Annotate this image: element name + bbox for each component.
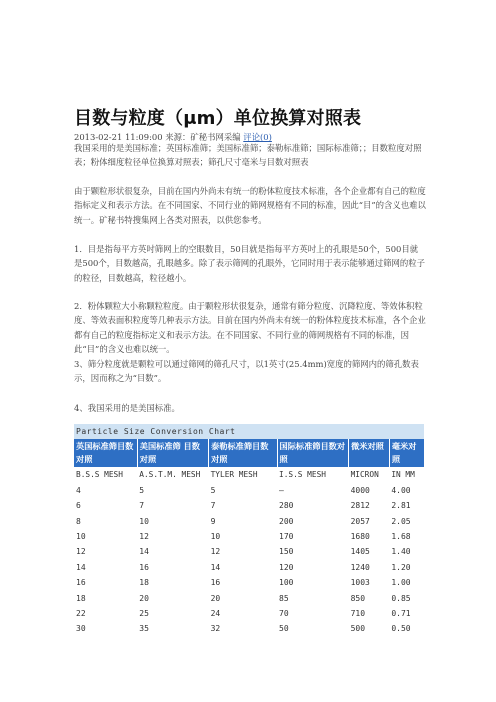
table-cell: 2.05 <box>391 516 411 526</box>
table-cell: 85 <box>279 593 289 603</box>
comment-link[interactable]: 评论(0) <box>243 132 272 142</box>
table-cell: 150 <box>279 547 294 557</box>
table-cell: 12 <box>139 532 149 542</box>
table-cell: 1.20 <box>391 562 411 572</box>
table-cell: 4 <box>76 485 81 495</box>
table-cell: 24 <box>210 609 221 619</box>
table-cell: 2812 <box>350 501 370 511</box>
table-cell: 1.68 <box>391 532 411 542</box>
paragraph-2: 2．粉体颗粒大小称颗粒粒度。由于颗粒形状很复杂，通常有筛分粒度、沉降粒度、等效体积粒度、等效表面积粒度等几种表示方法。目前在国内外尚未有统一的粉体粒度技术标准，各个企业都有自己的粒度指标定义和表示方法。在不同国家、不同行业的筛网规格有不同的标准，因此“目”的含义也难以统一。 <box>74 301 426 354</box>
table-cell: 5 <box>139 485 145 495</box>
table-cell: 14 <box>139 547 149 557</box>
table-cell: 1240 <box>350 562 370 572</box>
header-bss: 英国标准筛目数对照 <box>74 439 137 467</box>
page-title: 目数与粒度（μm）单位换算对照表 <box>74 108 362 129</box>
table-cell: 280 <box>279 501 294 511</box>
subheader-iss: I.S.S MESH <box>279 470 326 480</box>
table-cell: 32 <box>210 624 221 634</box>
table-cell: 10 <box>139 516 149 526</box>
table-cell: 12 <box>76 547 86 557</box>
table-row <box>74 575 424 590</box>
table-row <box>74 514 424 529</box>
subheader-bss: B.S.S MESH <box>76 470 123 480</box>
subheader-mm: IN MM <box>391 470 415 480</box>
paragraph-3: 3、筛分粒度就是颗粒可以通过筛网的筛孔尺寸，以1英寸(25.4mm)宽度的筛网内的筛孔数表示，因而称之为“目数”。 <box>74 359 419 384</box>
table-cell: 1.00 <box>391 578 411 588</box>
header-micron: 微米对照 <box>349 439 390 467</box>
table-cell: 200 <box>279 516 294 526</box>
table-cell: 18 <box>139 578 149 588</box>
table-cell: 10 <box>210 532 221 542</box>
table-cell: 12 <box>210 547 221 557</box>
table-cell: 1680 <box>350 532 370 542</box>
paragraph-1: 1．目是指每平方英吋筛网上的空眼数目，50目就是指每平方英吋上的孔眼是50个，500目就是500个，目数越高，孔眼越多。除了表示筛网的孔眼外，它同时用于表示能够通过筛网的粒子的粒径，目数越高，粒径越小。 <box>74 244 425 283</box>
table-row <box>74 621 424 636</box>
table-caption: Particle Size Conversion Chart <box>74 424 424 439</box>
table-row <box>74 591 424 606</box>
table-cell: 9 <box>210 516 216 526</box>
particle-size-table <box>74 424 424 637</box>
table-cell: 1405 <box>350 547 370 557</box>
table-cell: 0.50 <box>391 624 411 634</box>
header-tyler: 泰勒标准筛目数对照 <box>209 439 277 467</box>
table-header-row <box>74 439 424 467</box>
table-cell: 20 <box>139 593 149 603</box>
table-cell: 6 <box>76 501 81 511</box>
table-cell: 120 <box>279 562 294 572</box>
table-cell: 20 <box>210 593 221 603</box>
table-cell: 500 <box>350 624 366 634</box>
table-cell: 50 <box>279 624 289 634</box>
header-iss: 国际标准筛目数对照 <box>277 439 349 467</box>
table-cell: 7 <box>139 501 145 511</box>
table-cell: 16 <box>139 562 149 572</box>
table-cell: — <box>279 485 284 495</box>
table-caption-row <box>74 424 424 439</box>
table-cell: 710 <box>350 609 366 619</box>
table-cell: 16 <box>210 578 221 588</box>
table-cell: 1003 <box>350 578 370 588</box>
table-cell: 14 <box>210 562 221 572</box>
table-row <box>74 560 424 575</box>
table-cell: 2.81 <box>391 501 411 511</box>
table-cell: 1.40 <box>391 547 411 557</box>
table-cell: 14 <box>76 562 86 572</box>
table-cell: 100 <box>279 578 294 588</box>
subheader-astm: A.S.T.M. MESH <box>139 470 201 480</box>
table-row <box>74 544 424 559</box>
subheader-micron: MICRON <box>350 470 379 480</box>
table-cell: 7 <box>210 501 216 511</box>
table-cell: 16 <box>76 578 86 588</box>
header-mm: 毫米对照 <box>389 439 424 467</box>
publish-info: 2013-02-21 11:09:00 来源：矿秘书网采编 <box>74 132 241 142</box>
table-cell: 30 <box>76 624 86 634</box>
table-row <box>74 606 424 621</box>
table-cell: 10 <box>76 532 86 542</box>
table-cell: 4000 <box>350 485 370 495</box>
table-row <box>74 529 424 544</box>
table-cell: 70 <box>279 609 289 619</box>
table-cell: 0.71 <box>391 609 411 619</box>
table-cell: 170 <box>279 532 294 542</box>
table-cell: 850 <box>350 593 366 603</box>
table-cell: 22 <box>76 609 86 619</box>
header-astm: 美国标准筛 目数对照 <box>137 439 208 467</box>
paragraph-4: 4、我国采用的是美国标准。 <box>74 403 180 413</box>
table-cell: 2057 <box>350 516 370 526</box>
subheader-tyler: TYLER MESH <box>210 470 258 480</box>
table-cell: 0.85 <box>391 593 411 603</box>
table-cell: 8 <box>76 516 81 526</box>
table-row <box>74 498 424 513</box>
tag-line: 我国采用的是美国标准；英国标准筛；美国标准筛；泰勒标准筛；国际标准筛；；目数粒度对照表；粉体细度粒径单位换算对照表；筛孔尺寸毫米与目数对照表 <box>74 143 422 168</box>
table-row <box>74 483 424 498</box>
paragraph-intro: 由于颗粒形状很复杂，目前在国内外尚未有统一的粉体粒度技术标准，各个企业都有自己的粒度指标定义和表示方法。在不同国家、不同行业的筛网规格有不同的标准，因此“目”的含义也难以统一。矿秘书特搜集网上各类对照表，以供您参考。 <box>74 186 426 225</box>
table-cell: 18 <box>76 593 86 603</box>
table-cell: 4.00 <box>391 485 411 495</box>
table-cell: 35 <box>139 624 149 634</box>
table-subheader-row <box>74 467 424 482</box>
table-cell: 25 <box>139 609 149 619</box>
table-cell: 5 <box>210 485 216 495</box>
